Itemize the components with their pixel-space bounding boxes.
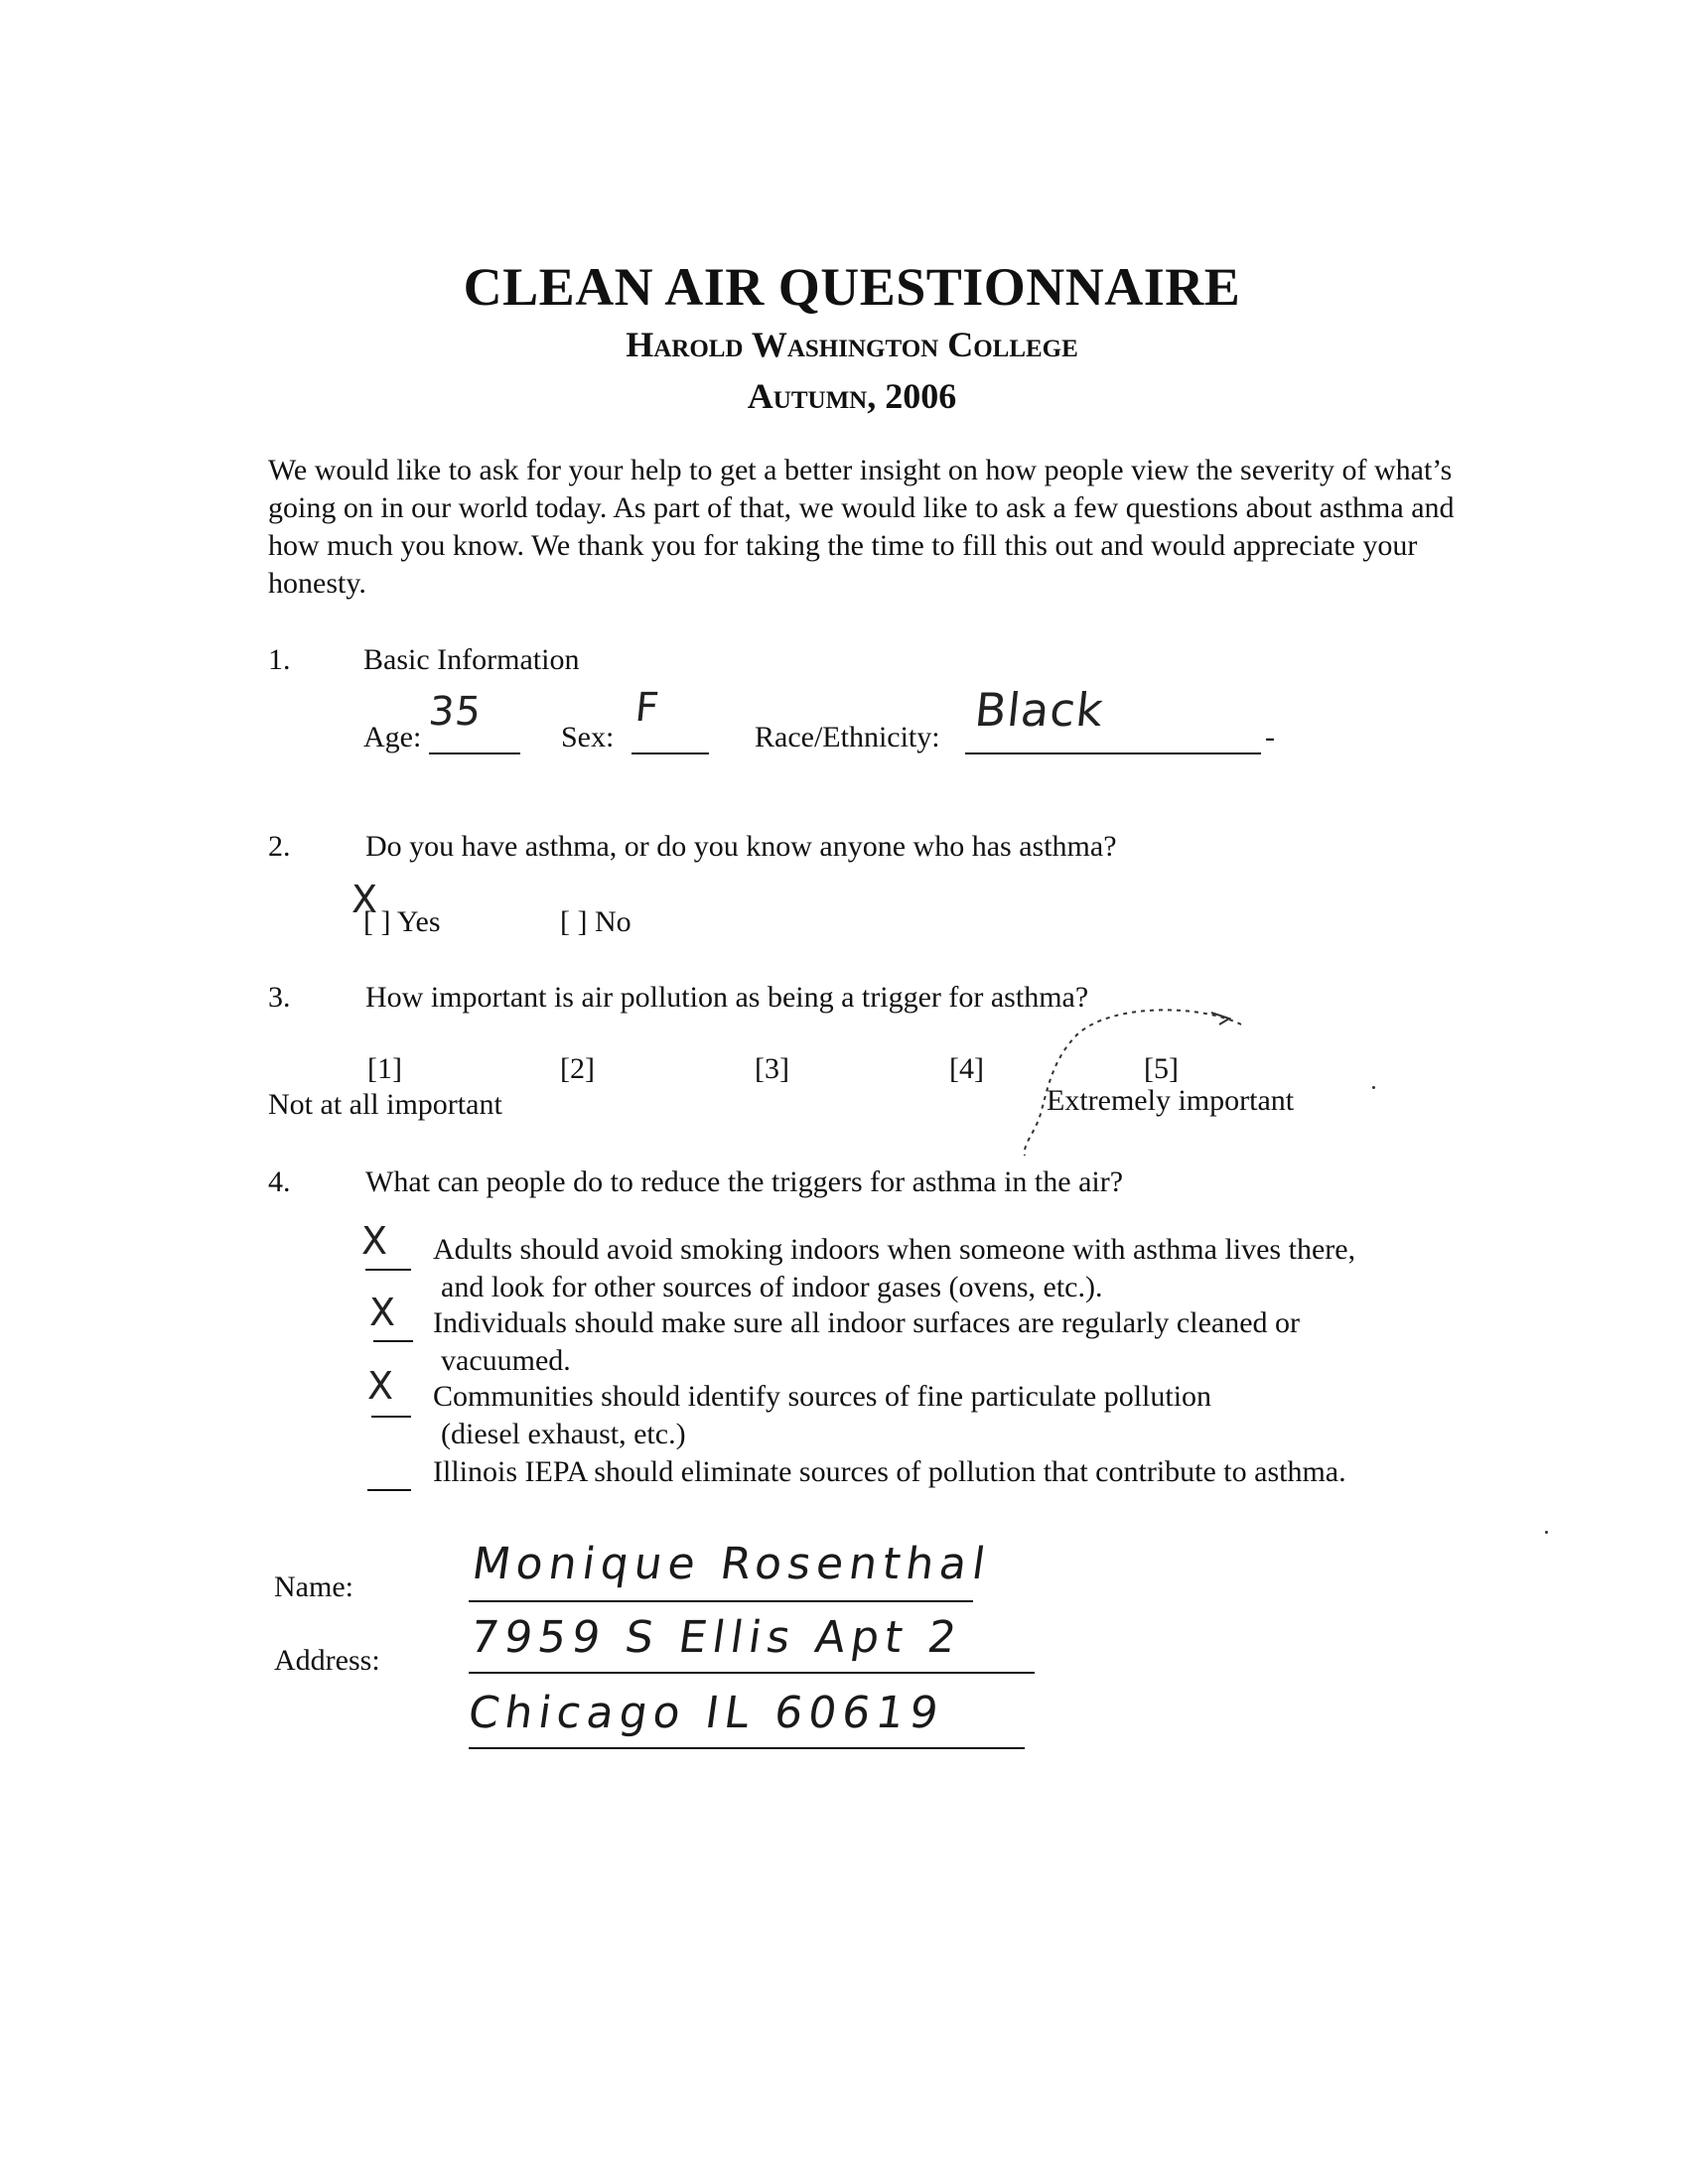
address-label: Address:: [274, 1644, 380, 1677]
q3-question: How important is air pollution as being a trigger for asthma?: [365, 981, 1089, 1014]
form-term: Autumn, 2006: [747, 376, 957, 416]
q2-yes-checkmark: X: [351, 878, 378, 921]
q4-number: 4.: [268, 1165, 291, 1198]
q4-option-4-text: Illinois IEPA should eliminate sources of pollution that contribute to asthma.: [433, 1455, 1346, 1488]
q4-option-1-checkmark: X: [361, 1219, 388, 1263]
intro-paragraph: We would like to ask for your help to get a better insight on how people view the severity of what’s going on in our world today. As part of that, we would like to ask a few questions about asthma and how much you know. We thank you for taking the time to fill this out and would appreciate your honesty.: [268, 454, 1455, 600]
name-value[interactable]: Monique Rosenthal: [469, 1539, 995, 1589]
form-title: CLEAN AIR QUESTIONNAIRE: [463, 257, 1241, 317]
q4-option-2-text: Individuals should make sure all indoor surfaces are regularly cleaned or: [433, 1306, 1301, 1339]
name-label: Name:: [274, 1570, 353, 1603]
option-5-circle-mark: [1003, 995, 1271, 1163]
q4-option-3-text-2: (diesel exhaust, etc.): [441, 1418, 686, 1450]
scale-option-1[interactable]: [1]: [367, 1052, 402, 1085]
race-value[interactable]: Black: [972, 683, 1107, 737]
institution-name: Harold Washington College: [626, 325, 1078, 364]
sex-label: Sex:: [561, 721, 615, 753]
q1-number: 1.: [268, 643, 291, 676]
q4-option-1-text: Adults should avoid smoking indoors when someone with asthma lives there,: [433, 1233, 1356, 1266]
q2-number: 2.: [268, 830, 291, 863]
q3-number: 3.: [268, 981, 291, 1014]
q2-question: Do you have asthma, or do you know anyone who has asthma?: [365, 830, 1117, 863]
race-dash: -: [1265, 721, 1275, 753]
scale-option-3[interactable]: [3]: [755, 1052, 789, 1085]
q4-option-3-text: Communities should identify sources of fine particulate pollution: [433, 1380, 1212, 1413]
scale-option-2[interactable]: [2]: [560, 1052, 595, 1085]
q4-option-1-blank[interactable]: [365, 1269, 411, 1271]
age-label: Age:: [363, 721, 422, 753]
q4-question: What can people do to reduce the triggers for asthma in the air?: [365, 1165, 1124, 1198]
scale-option-4[interactable]: [4]: [949, 1052, 984, 1085]
address-underline-1: [469, 1672, 1035, 1674]
address-line-2[interactable]: Chicago IL 60619: [465, 1688, 947, 1738]
scale-option-5[interactable]: [5]: [1144, 1052, 1179, 1085]
q2-no-option[interactable]: [ ] No: [560, 905, 632, 938]
race-label: Race/Ethnicity:: [755, 721, 940, 753]
name-underline: [469, 1600, 973, 1602]
scan-speck: [1372, 1086, 1375, 1089]
race-underline: [965, 752, 1261, 754]
q1-label: Basic Information: [363, 643, 580, 676]
q4-option-2-checkmark: X: [369, 1291, 396, 1334]
q4-option-4-blank[interactable]: [367, 1489, 411, 1491]
scale-high-label: Extremely important: [1047, 1084, 1295, 1117]
q4-option-2-blank[interactable]: [373, 1340, 413, 1342]
scan-speck: [1545, 1531, 1548, 1534]
q4-option-3-checkmark: X: [367, 1364, 394, 1408]
age-underline: [429, 752, 520, 754]
address-underline-2: [469, 1747, 1025, 1749]
scale-low-label: Not at all important: [268, 1088, 502, 1121]
q4-option-3-blank[interactable]: [371, 1416, 411, 1418]
q4-option-1-text-2: and look for other sources of indoor gases (ovens, etc.).: [441, 1271, 1103, 1303]
q2-yes-option[interactable]: [ ] Yes: [363, 905, 441, 938]
sex-underline: [632, 752, 709, 754]
sex-value[interactable]: F: [632, 685, 662, 731]
q4-option-2-text-2: vacuumed.: [441, 1344, 571, 1377]
age-value[interactable]: 35: [426, 689, 485, 735]
address-line-1[interactable]: 7959 S Ellis Apt 2: [467, 1612, 966, 1663]
